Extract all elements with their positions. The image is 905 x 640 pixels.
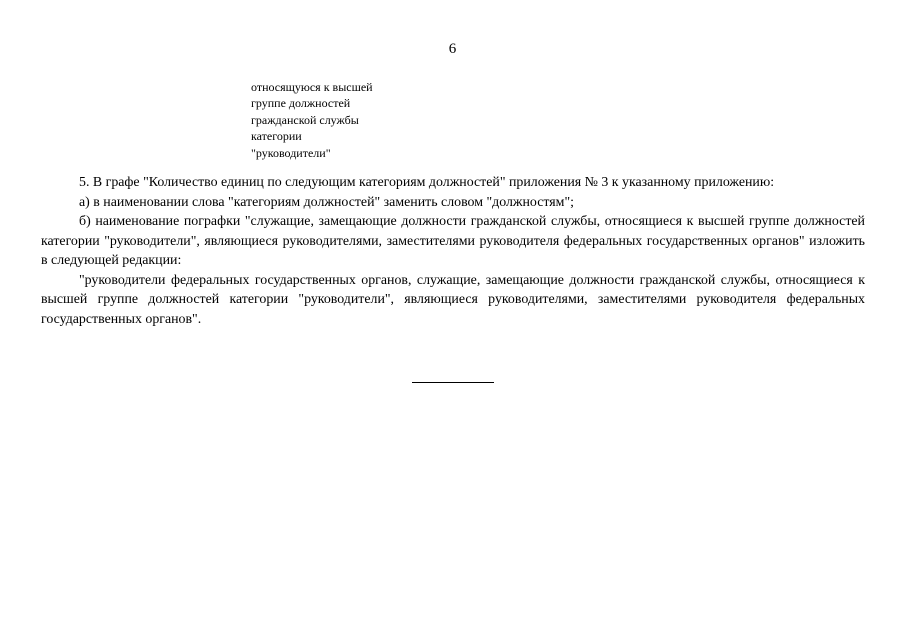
amendment-text bbox=[41, 173, 865, 329]
table-cell-line: гражданской службы bbox=[251, 112, 359, 127]
table-cell-line: категории bbox=[251, 129, 302, 144]
table-cell-line: относящуюся к высшей bbox=[251, 80, 373, 94]
paragraph-subitem-b: б) наименование пографки "служащие, замещающие должности гражданской службы, относящиеся к высшей группе должностей категории "руководители", являющиеся руководителями, заместителями руководителя федеральных государственных органов" изложить в следующей редакции: bbox=[41, 214, 865, 268]
table-cell-line: "руководители" bbox=[251, 145, 331, 160]
paragraph-new-wording: "руководители федеральных государственных органов, служащие, замещающие должности гражданской службы, относящиеся к высшей группе должностей категории "руководители", являющиеся руководителями, заместителями руководителя федеральных государственных органов". bbox=[41, 272, 865, 327]
table-cell-fragment bbox=[251, 79, 451, 161]
page-number: 6 bbox=[448, 41, 457, 57]
paragraph-subitem-a: а) в наименовании слова "категориям должностей" заменить словом "должностям"; bbox=[79, 194, 574, 210]
table-cell-line: группе должностей bbox=[251, 96, 351, 111]
paragraph-item-5: 5. В графе "Количество единиц по следующим категориям должностей" приложения № 3 к указанному приложению: bbox=[79, 175, 775, 190]
end-separator-line bbox=[412, 382, 494, 383]
